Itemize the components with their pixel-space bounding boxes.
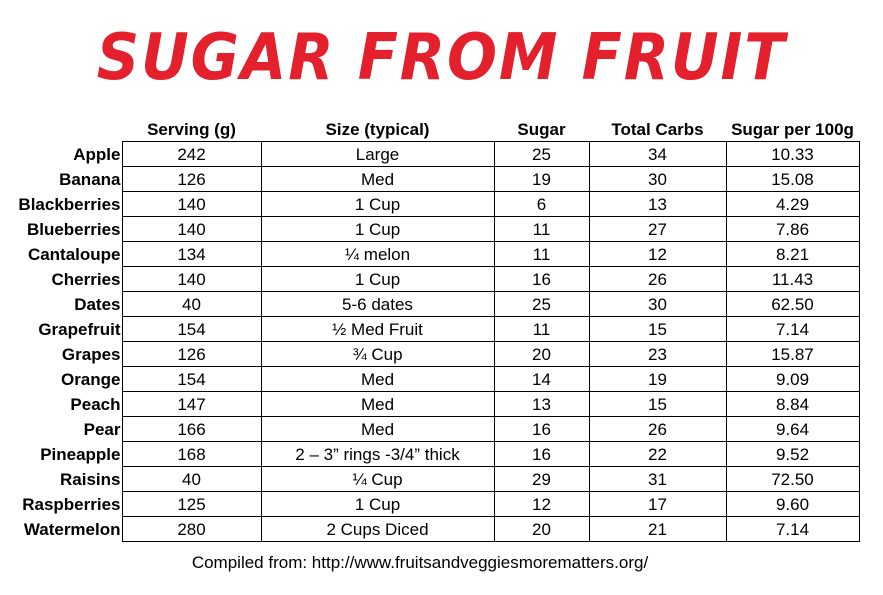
serving-cell: 280 xyxy=(122,517,261,542)
serving-cell: 140 xyxy=(122,217,261,242)
table-row xyxy=(8,367,859,392)
table-row xyxy=(8,167,859,192)
fruit-name: Pineapple xyxy=(40,444,121,464)
total-carbs-cell: 15 xyxy=(589,392,726,417)
serving-cell: 140 xyxy=(122,192,261,217)
sugar-per-100g-cell: 4.29 xyxy=(726,192,859,217)
serving-cell: 242 xyxy=(122,142,261,167)
sugar-cell: 14 xyxy=(494,367,589,392)
size-cell: ¾ Cup xyxy=(261,342,494,367)
sugar-per-100g-cell: 7.14 xyxy=(726,317,859,342)
fruit-name: Grapefruit xyxy=(38,319,121,339)
fruit-name: Raspberries xyxy=(22,494,121,514)
sugar-cell: 11 xyxy=(494,217,589,242)
fruit-name: Orange xyxy=(60,369,121,389)
total-carbs-cell: 23 xyxy=(589,342,726,367)
size-cell: 1 Cup xyxy=(261,492,494,517)
fruit-name: Raisins xyxy=(60,469,121,489)
total-carbs-cell: 30 xyxy=(589,167,726,192)
col-header-total-carbs: Total Carbs xyxy=(611,119,704,139)
total-carbs-cell: 26 xyxy=(589,267,726,292)
sugar-cell: 20 xyxy=(494,517,589,542)
size-cell: Med xyxy=(261,167,494,192)
table-row xyxy=(8,517,859,542)
total-carbs-cell: 15 xyxy=(589,317,726,342)
sugar-per-100g-cell: 7.14 xyxy=(726,517,859,542)
size-cell: ¼ Cup xyxy=(261,467,494,492)
fruit-name: Blackberries xyxy=(18,194,121,214)
size-cell: Med xyxy=(261,367,494,392)
sugar-cell: 29 xyxy=(494,467,589,492)
fruit-name: Apple xyxy=(73,144,121,164)
sugar-per-100g-cell: 10.33 xyxy=(726,142,859,167)
sugar-cell: 13 xyxy=(494,392,589,417)
size-cell: ½ Med Fruit xyxy=(261,317,494,342)
table-row xyxy=(8,392,859,417)
col-header-size: Size (typical) xyxy=(325,119,430,139)
col-header-serving: Serving (g) xyxy=(147,119,236,139)
sugar-cell: 16 xyxy=(494,267,589,292)
size-cell: 1 Cup xyxy=(261,267,494,292)
sugar-per-100g-cell: 9.52 xyxy=(726,442,859,467)
sugar-per-100g-cell: 11.43 xyxy=(726,267,859,292)
serving-cell: 147 xyxy=(122,392,261,417)
fruit-name: Banana xyxy=(59,169,121,189)
size-cell: ¼ melon xyxy=(261,242,494,267)
fruit-name: Cherries xyxy=(51,269,121,289)
size-cell: 2 Cups Diced xyxy=(261,517,494,542)
total-carbs-cell: 31 xyxy=(589,467,726,492)
table-row xyxy=(8,417,859,442)
serving-cell: 126 xyxy=(122,167,261,192)
serving-cell: 154 xyxy=(122,367,261,392)
corner-cell xyxy=(8,117,122,142)
fruit-name: Dates xyxy=(74,294,121,314)
sugar-cell: 16 xyxy=(494,417,589,442)
total-carbs-cell: 13 xyxy=(589,192,726,217)
fruit-name: Peach xyxy=(70,394,121,414)
table-row xyxy=(8,217,859,242)
total-carbs-cell: 27 xyxy=(589,217,726,242)
sugar-table xyxy=(8,117,860,542)
serving-cell: 154 xyxy=(122,317,261,342)
size-cell: Large xyxy=(261,142,494,167)
total-carbs-cell: 22 xyxy=(589,442,726,467)
fruit-name: Blueberries xyxy=(26,219,121,239)
serving-cell: 166 xyxy=(122,417,261,442)
sugar-cell: 25 xyxy=(494,292,589,317)
sugar-per-100g-cell: 62.50 xyxy=(726,292,859,317)
fruit-name: Grapes xyxy=(61,344,121,364)
serving-cell: 140 xyxy=(122,267,261,292)
header-row xyxy=(8,117,859,142)
serving-cell: 134 xyxy=(122,242,261,267)
sugar-per-100g-cell: 72.50 xyxy=(726,467,859,492)
table-row xyxy=(8,342,859,367)
size-cell: 2 – 3” rings -3/4” thick xyxy=(261,442,494,467)
serving-cell: 168 xyxy=(122,442,261,467)
source-credit: Compiled from: http://www.fruitsandveggiesmorematters.org/ xyxy=(191,553,649,572)
table-row xyxy=(8,317,859,342)
table-body xyxy=(8,142,859,542)
sugar-per-100g-cell: 7.86 xyxy=(726,217,859,242)
size-cell: Med xyxy=(261,417,494,442)
total-carbs-cell: 30 xyxy=(589,292,726,317)
page-title: SUGAR FROM FRUIT xyxy=(96,21,787,95)
sugar-per-100g-cell: 8.21 xyxy=(726,242,859,267)
sugar-per-100g-cell: 9.64 xyxy=(726,417,859,442)
table-row xyxy=(8,192,859,217)
sugar-per-100g-cell: 15.87 xyxy=(726,342,859,367)
total-carbs-cell: 21 xyxy=(589,517,726,542)
table-row xyxy=(8,442,859,467)
table-row xyxy=(8,242,859,267)
sugar-cell: 12 xyxy=(494,492,589,517)
total-carbs-cell: 19 xyxy=(589,367,726,392)
table-row xyxy=(8,292,859,317)
fruit-name: Watermelon xyxy=(23,519,121,539)
col-header-sugar-per-100g: Sugar per 100g xyxy=(731,119,854,139)
serving-cell: 40 xyxy=(122,292,261,317)
sugar-cell: 11 xyxy=(494,242,589,267)
sugar-per-100g-cell: 9.09 xyxy=(726,367,859,392)
table-row xyxy=(8,492,859,517)
size-cell: 1 Cup xyxy=(261,192,494,217)
size-cell: Med xyxy=(261,392,494,417)
fruit-name: Pear xyxy=(83,419,121,439)
serving-cell: 125 xyxy=(122,492,261,517)
total-carbs-cell: 34 xyxy=(589,142,726,167)
sugar-cell: 25 xyxy=(494,142,589,167)
fruit-name: Cantaloupe xyxy=(27,244,121,264)
serving-cell: 40 xyxy=(122,467,261,492)
size-cell: 5-6 dates xyxy=(261,292,494,317)
sugar-per-100g-cell: 9.60 xyxy=(726,492,859,517)
size-cell: 1 Cup xyxy=(261,217,494,242)
table-row xyxy=(8,267,859,292)
sugar-cell: 16 xyxy=(494,442,589,467)
table-row xyxy=(8,467,859,492)
serving-cell: 126 xyxy=(122,342,261,367)
table-row xyxy=(8,142,859,167)
total-carbs-cell: 17 xyxy=(589,492,726,517)
total-carbs-cell: 26 xyxy=(589,417,726,442)
sugar-cell: 19 xyxy=(494,167,589,192)
total-carbs-cell: 12 xyxy=(589,242,726,267)
sugar-cell: 6 xyxy=(494,192,589,217)
col-header-sugar: Sugar xyxy=(517,119,566,139)
sugar-per-100g-cell: 15.08 xyxy=(726,167,859,192)
sugar-per-100g-cell: 8.84 xyxy=(726,392,859,417)
sugar-cell: 11 xyxy=(494,317,589,342)
sugar-cell: 20 xyxy=(494,342,589,367)
